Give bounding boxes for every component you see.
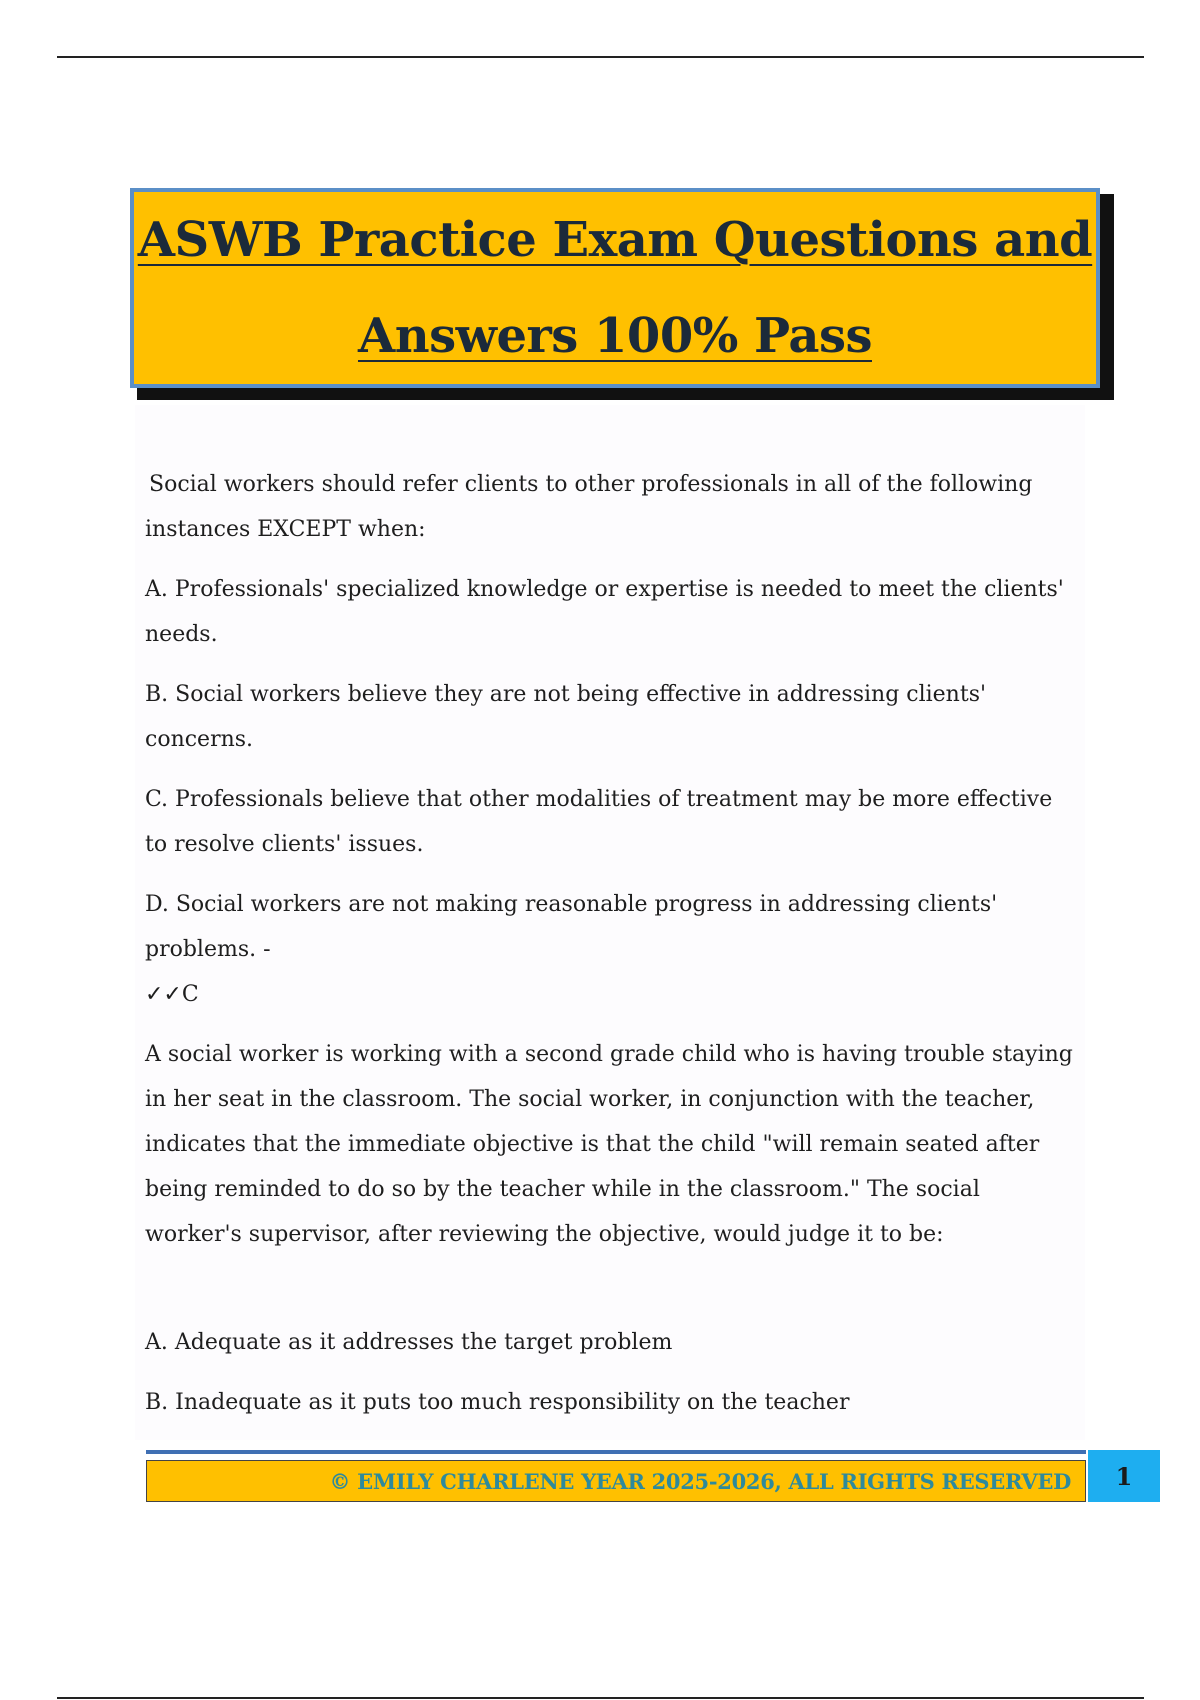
document-title-line-2: Answers 100% Pass: [357, 308, 872, 364]
question-1-stem: Social workers should refer clients to other professionals in all of the following instances EXCEPT when:: [145, 472, 1033, 542]
question-2-option-b: B. Inadequate as it puts too much responsibility on the teacher: [145, 1390, 850, 1415]
footer-page-rule: [57, 1697, 1144, 1699]
question-2-stem: A social worker is working with a second grade child who is having trouble staying in her seat in the classroom. The social worker, in conjunction with the teacher, indicates that the immediate objective is that the child "will remain seated after being reminded to do so by the teacher while in the classroom." The social worker's supervisor, after reviewing the objective, would judge it to be:: [145, 1042, 1073, 1247]
header-rule: [57, 56, 1144, 58]
footer-banner: [146, 1460, 1086, 1502]
question-1-option-a: A. Professionals' specialized knowledge or expertise is needed to meet the clients' needs.: [145, 577, 1064, 647]
page-number-badge: [1088, 1450, 1160, 1502]
question-2-option-a: A. Adequate as it addresses the target problem: [145, 1330, 673, 1355]
document-title-line-1: ASWB Practice Exam Questions and: [137, 212, 1093, 268]
footer-rule: [146, 1450, 1086, 1454]
question-1-option-c: C. Professionals believe that other modalities of treatment may be more effective to resolve clients' issues.: [145, 787, 1053, 857]
footer-copyright: © EMILY CHARLENE YEAR 2025-2026, ALL RIGHTS RESERVED: [329, 1468, 1071, 1494]
double-check-icon: ✓✓: [145, 982, 182, 1007]
title-banner: [130, 188, 1100, 388]
question-1-option-d-text: D. Social workers are not making reasonable progress in addressing clients' problems. -: [145, 892, 998, 962]
document-body: [145, 462, 1075, 1440]
question-1-option-b: B. Social workers believe they are not being effective in addressing clients' concerns.: [145, 682, 987, 752]
question-1-option-d: [145, 882, 1075, 1017]
page-number: 1: [1115, 1461, 1133, 1491]
question-1-answer: C: [181, 982, 199, 1007]
